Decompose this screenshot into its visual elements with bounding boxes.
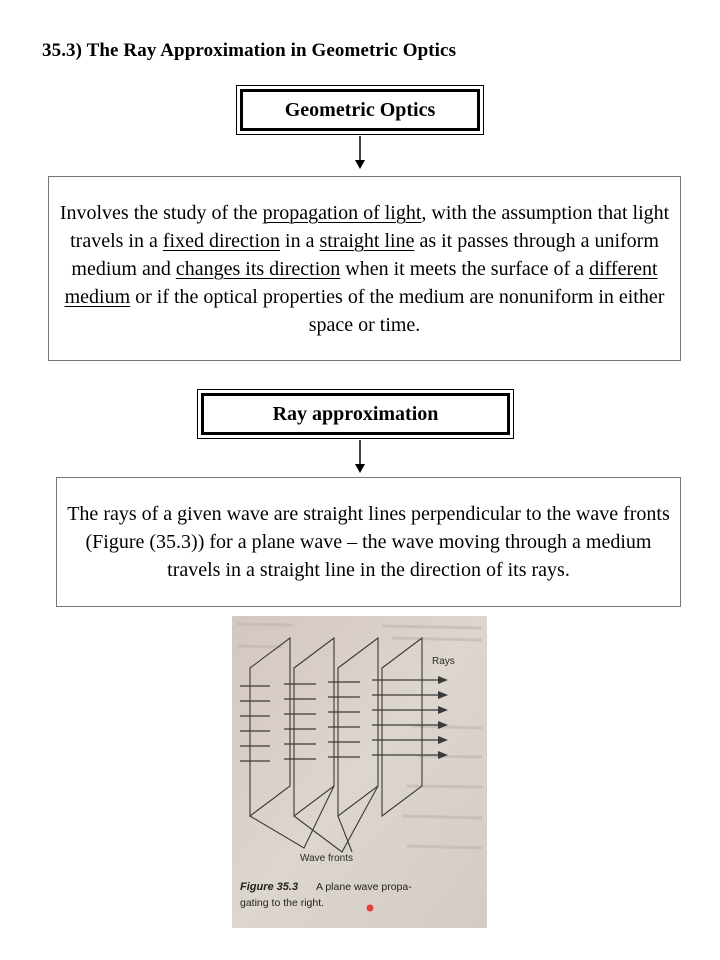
underlined-term: different medium (64, 257, 658, 308)
rays-label: Rays (432, 656, 455, 667)
description-text: Involves the study of the (59, 201, 263, 224)
down-arrow-icon (354, 136, 366, 170)
figure-caption-line-1: A plane wave propa- (316, 881, 412, 893)
ray-approximation-title-box (197, 389, 514, 439)
ray-approximation-description-box (56, 477, 681, 607)
underlined-term: changes its direction (175, 257, 341, 280)
figure-number: Figure 35.3 (240, 881, 299, 893)
geometric-optics-title: Geometric Optics (240, 89, 480, 131)
ray-approximation-description: The rays of a given wave are straight lines perpendicular to the wave fronts (Figure (35.3)) for a plane wave – the wave moving through a medium travels in a straight line in the direction of its rays. (67, 503, 670, 581)
plane-wave-figure-photo (232, 616, 487, 928)
wave-fronts-label: Wave fronts (300, 853, 353, 864)
underlined-term: propagation of light (262, 201, 422, 224)
down-arrow-icon (354, 440, 366, 474)
geometric-optics-description (59, 199, 670, 339)
description-text: when it meets the surface of a (340, 257, 590, 280)
description-text: , with the assumption that light travels in a (70, 201, 670, 252)
ray-approximation-title: Ray approximation (201, 393, 510, 435)
plane-wave-figure (232, 616, 487, 928)
geometric-optics-description-box (48, 176, 681, 361)
figure-caption-line-2: gating to the right. (240, 897, 325, 909)
description-text: as it passes through a uniform medium and (71, 229, 659, 280)
page-heading: 35.3) The Ray Approximation in Geometric Optics (42, 40, 457, 61)
description-text: or if the optical properties of the medium are nonuniform in either space or time. (130, 285, 665, 336)
underlined-term: fixed direction (162, 229, 281, 252)
red-dot-mark (367, 905, 374, 912)
underlined-term: straight line (319, 229, 415, 252)
description-text: in a (280, 229, 320, 252)
geometric-optics-title-box (236, 85, 484, 135)
